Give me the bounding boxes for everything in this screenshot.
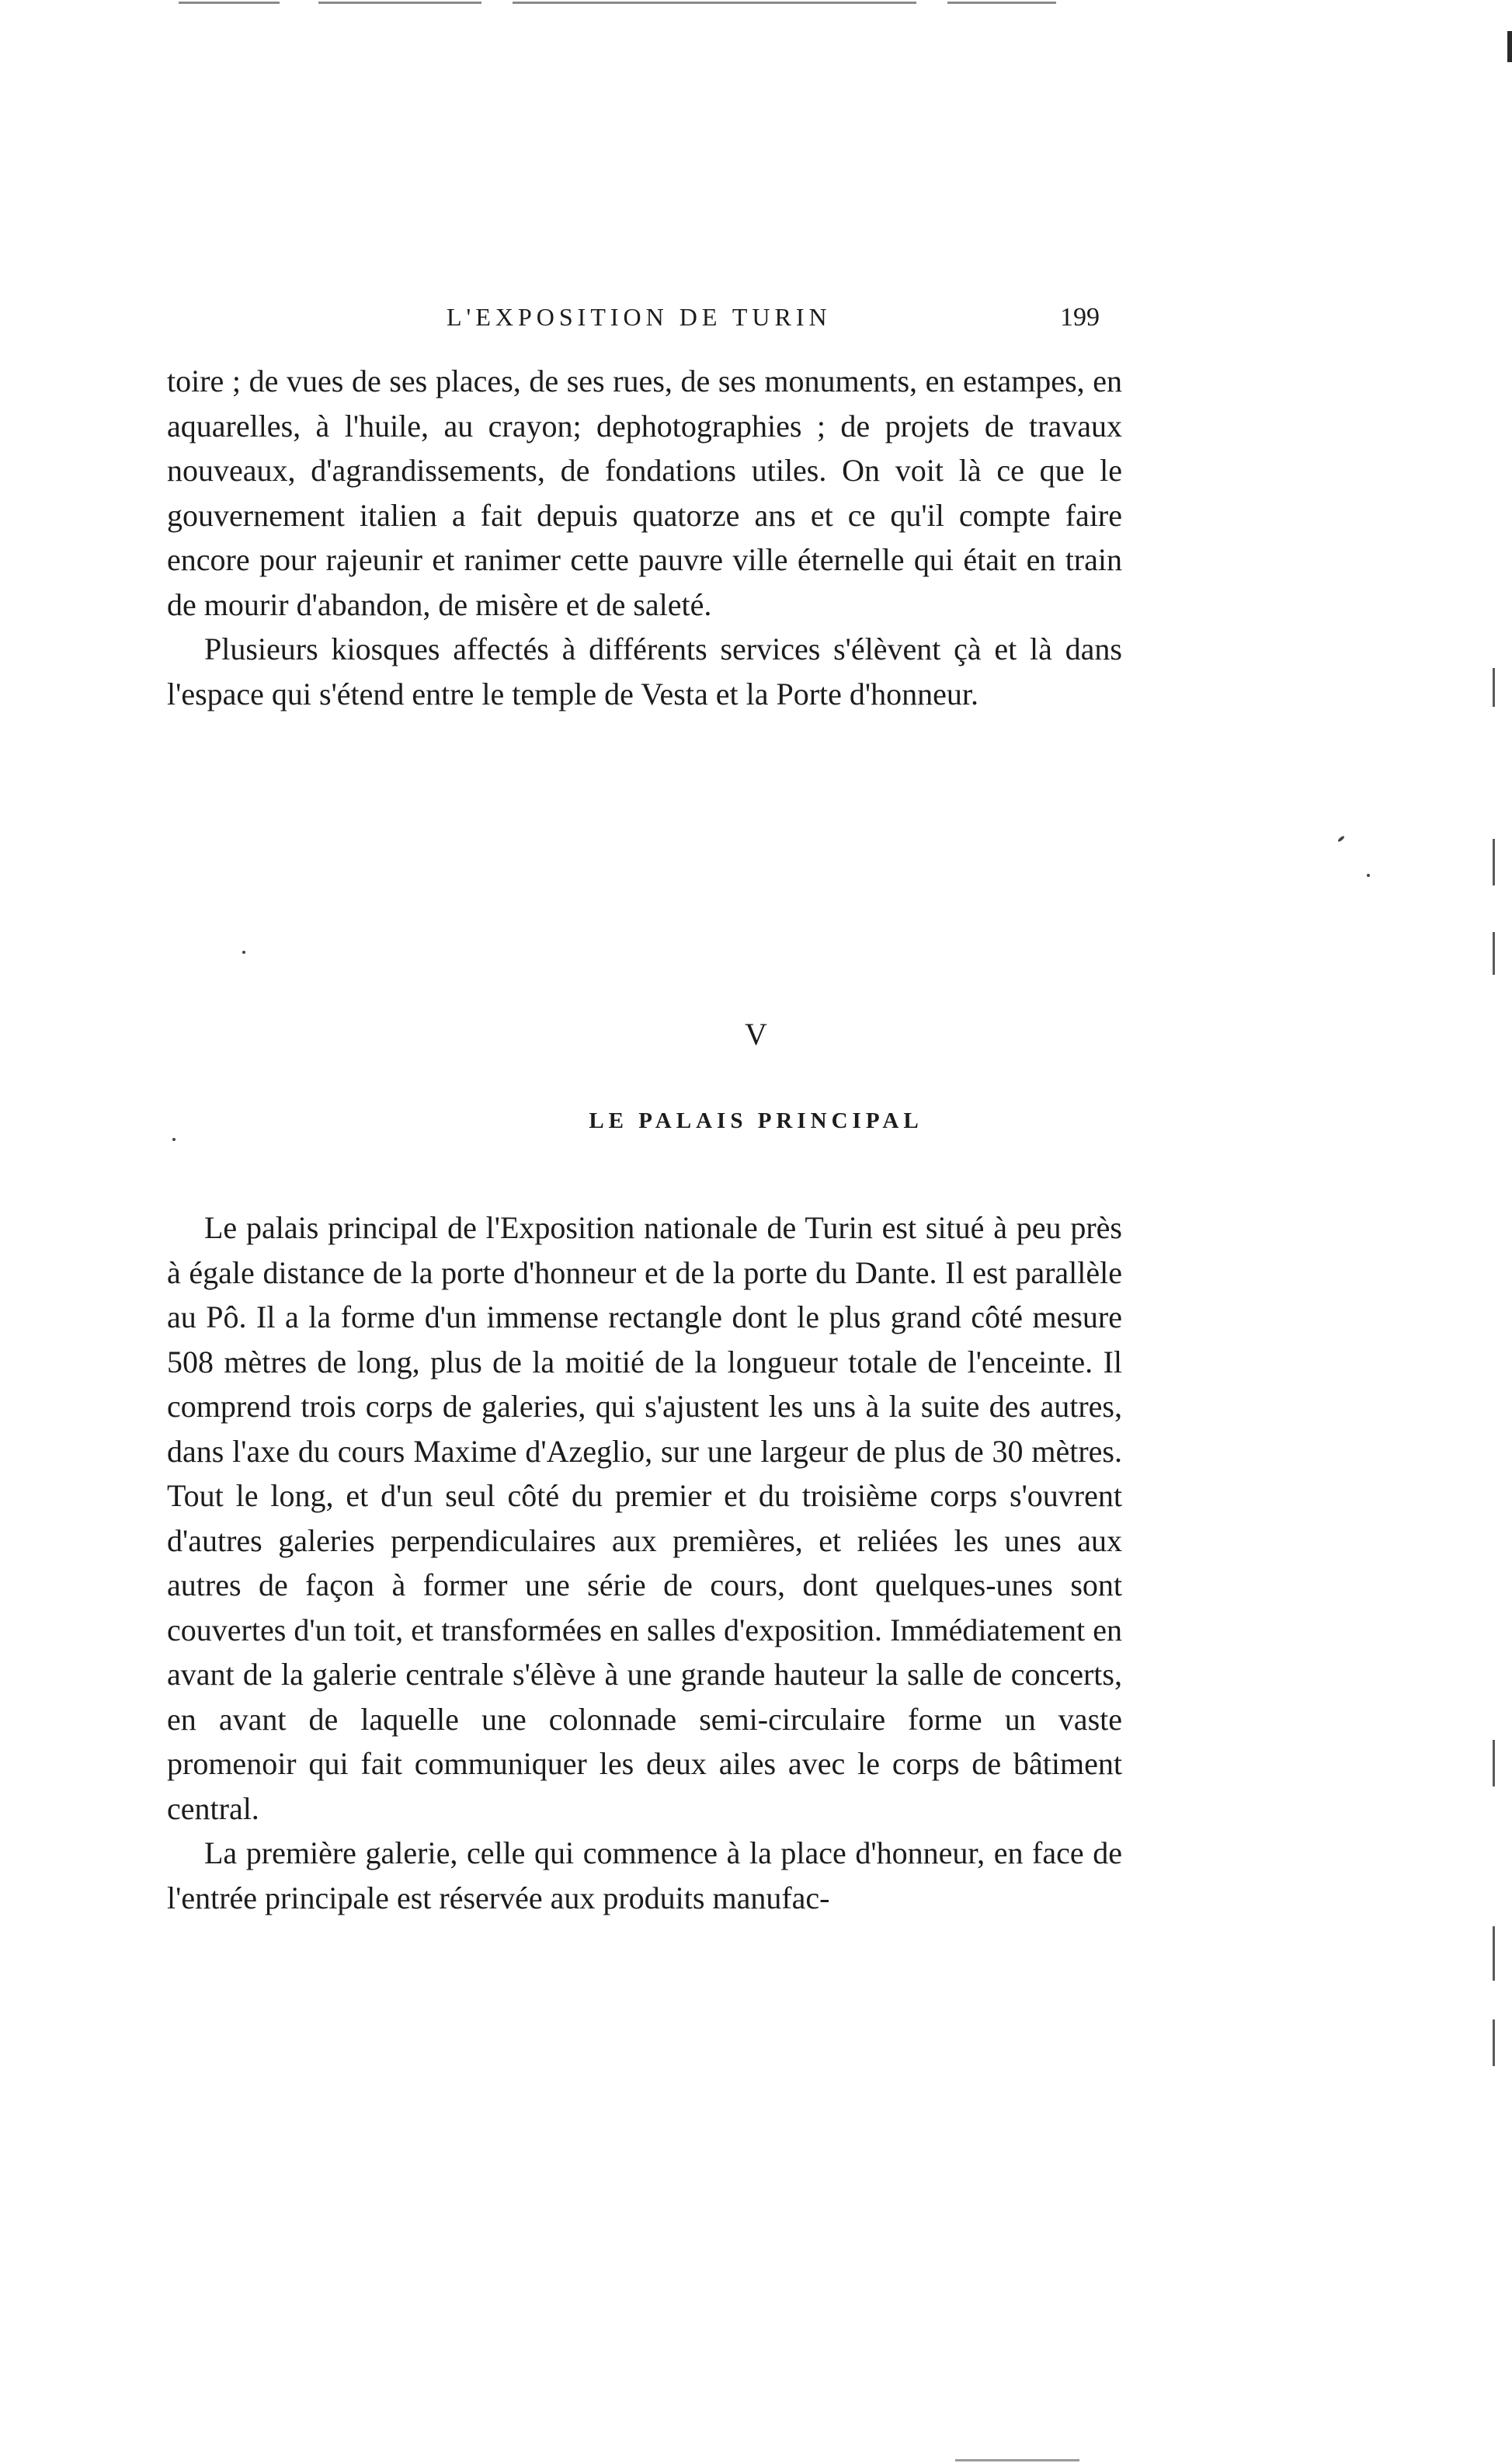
chapter-number: V — [745, 1017, 767, 1052]
ink-speck — [1337, 835, 1345, 842]
continued-text — [167, 359, 1122, 716]
running-head — [0, 303, 1512, 342]
margin-mark — [1493, 1740, 1495, 1786]
paragraph: Le palais principal de l'Exposition nationale de Turin est situé à peu près à égale distance de la porte d'honneur et de la porte du Dante. Il est parallèle au Pô. Il a la forme d'un immense rectangle dont le plus grand côté mesure 508 mètres de long, plus de la moitié de la longueur totale de l'enceinte. Il comprend trois corps de galeries, qui s'ajustent les uns à la suite des autres, dans l'axe du cours Maxime d'Azeglio, sur une largeur de plus de 30 mètres. Tout le long, et d'un seul côté du premier et du troisième corps s'ouvrent d'autres galeries perpendiculaires aux premières, et reliées les unes aux autres de façon à former une série de cours, dont quelques-unes sont couvertes d'un toit, et transformées en salles d'exposition. Immédiatement en avant de la galerie centrale s'élève à une grande hauteur la salle de concerts, en avant de laquelle une colonnade semi-circulaire forme un vaste promenoir qui fait communiquer les deux ailes avec le corps de bâtiment central. — [167, 1210, 1122, 1826]
paragraph: Plusieurs kiosques affectés à différents services s'élèvent çà et là dans l'espace qui s'étend entre le temple de Vesta et la Porte d'honneur. — [167, 631, 1122, 711]
ink-speck — [242, 951, 245, 954]
scan-edge-line — [955, 2459, 1079, 2461]
paragraph: toire ; de vues de ses places, de ses rues, de ses monuments, en estampes, en aquarelles, à l'huile, au crayon; dephotographies ; de projets de travaux nouveaux, d'agrandissements, de fondations utiles. On voit là ce que le gouvernement italien a fait depuis quatorze ans et ce qu'il compte faire encore pour rajeunir et ranimer cette pauvre ville éternelle qui était en train de mourir d'abandon, de misère et de saleté. — [167, 364, 1122, 622]
scan-edge-mark — [1507, 31, 1512, 62]
page-number: 199 — [1060, 303, 1100, 332]
margin-mark — [1493, 839, 1495, 885]
margin-mark — [1493, 2019, 1495, 2066]
margin-mark — [1493, 1926, 1495, 1981]
ink-speck — [172, 1138, 176, 1141]
scan-edge-line — [947, 2, 1056, 4]
margin-mark — [1493, 932, 1495, 975]
paragraph: La première galerie, celle qui commence à la place d'honneur, en face de l'entrée principale est réservée aux produits manufac- — [167, 1835, 1122, 1915]
scan-edge-line — [513, 2, 916, 4]
scan-edge-line — [179, 2, 280, 4]
margin-mark — [1493, 668, 1495, 707]
scan-edge-line — [318, 2, 481, 4]
running-title: L'EXPOSITION DE TURIN — [447, 303, 832, 331]
ink-speck — [1367, 874, 1370, 877]
chapter-text — [167, 1205, 1122, 1920]
chapter-title: LE PALAIS PRINCIPAL — [589, 1108, 923, 1133]
